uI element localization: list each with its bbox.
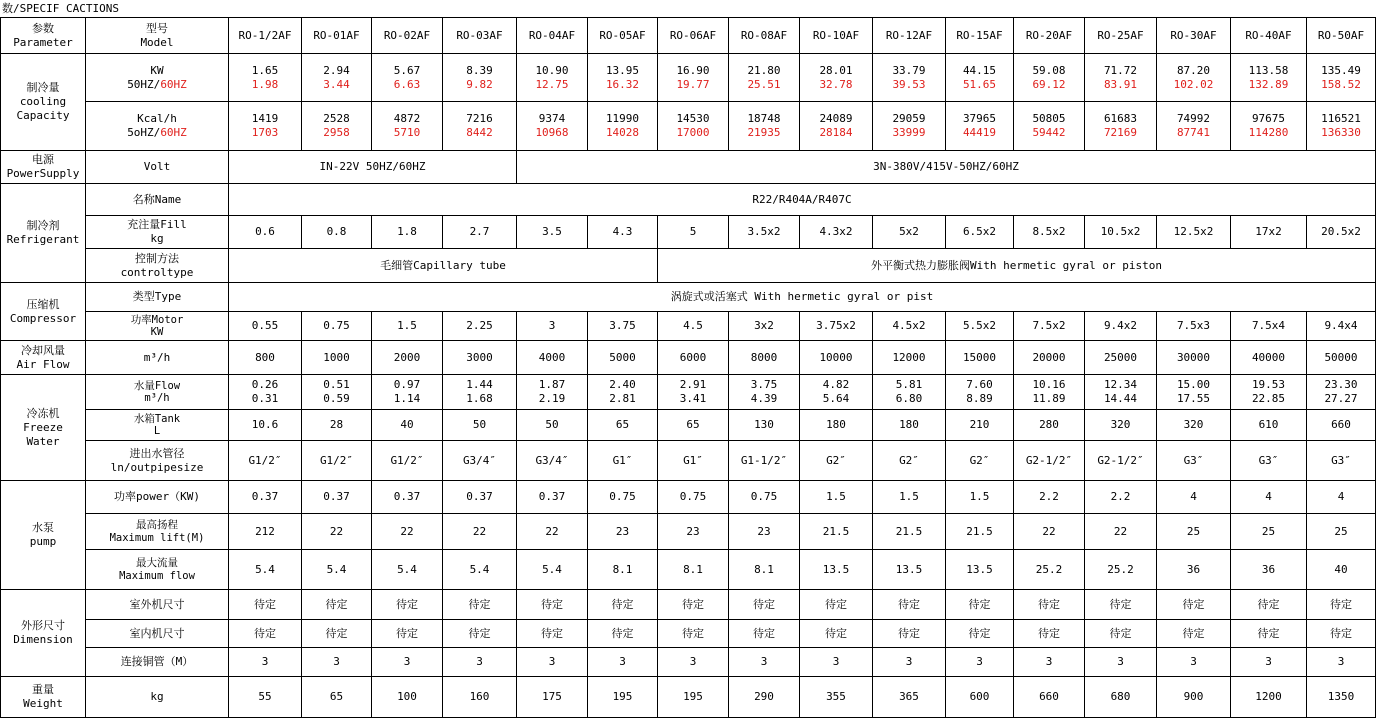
capacity-kw-cell: 16.90 19.77 xyxy=(658,54,729,102)
weight-cell: 1350 xyxy=(1307,677,1376,718)
pump-max-lift-label: 最高扬程 Maximum lift(M) xyxy=(86,514,229,550)
volt-label: Volt xyxy=(86,151,229,184)
water-tank-cell: 10.6 xyxy=(229,410,302,441)
compressor-motor-cell: 0.55 xyxy=(229,312,302,341)
refrigerant-name-label: 名称Name xyxy=(86,184,229,216)
refrigerant-fill-cell: 2.7 xyxy=(443,216,517,249)
pump-power-cell: 0.37 xyxy=(302,481,372,514)
air-flow-cell: 800 xyxy=(229,341,302,375)
header-model: 型号 Model xyxy=(86,18,229,54)
water-flow-cell: 10.16 11.89 xyxy=(1014,375,1085,410)
capacity-kw-cell: 13.95 16.32 xyxy=(588,54,658,102)
compressor-motor-cell: 3 xyxy=(517,312,588,341)
indoor-unit-size-cell: 待定 xyxy=(1085,620,1157,648)
pump-max-lift-cell: 21.5 xyxy=(800,514,873,550)
water-tank-label: 水箱Tank L xyxy=(86,410,229,441)
copper-pipe-cell: 3 xyxy=(372,648,443,677)
copper-pipe-cell: 3 xyxy=(729,648,800,677)
model-header-cell: RO-25AF xyxy=(1085,18,1157,54)
pump-max-flow-cell: 5.4 xyxy=(517,550,588,590)
model-header-cell: RO-06AF xyxy=(658,18,729,54)
pump-max-lift-cell: 25 xyxy=(1157,514,1231,550)
pump-max-flow-cell: 13.5 xyxy=(946,550,1014,590)
refrigerant-fill-cell: 5x2 xyxy=(873,216,946,249)
indoor-unit-size-cell: 待定 xyxy=(302,620,372,648)
air-flow-cell: 40000 xyxy=(1231,341,1307,375)
capacity-kcal-cell: 61683 72169 xyxy=(1085,102,1157,151)
model-header-cell: RO-50AF xyxy=(1307,18,1376,54)
model-header-cell: RO-1/2AF xyxy=(229,18,302,54)
water-flow-cell: 4.82 5.64 xyxy=(800,375,873,410)
pump-max-flow-cell: 8.1 xyxy=(588,550,658,590)
pipe-size-label: 进出水管径 ln/outpipesize xyxy=(86,441,229,481)
air-flow-cell: 25000 xyxy=(1085,341,1157,375)
capacity-kcal-cell: 24089 28184 xyxy=(800,102,873,151)
capacity-kcal-cell: 29059 33999 xyxy=(873,102,946,151)
pump-power-label: 功率power（KW) xyxy=(86,481,229,514)
volt-three-phase: 3N-380V/415V-50HZ/60HZ xyxy=(517,151,1376,184)
outdoor-unit-size-cell: 待定 xyxy=(1014,590,1085,620)
pipe-size-cell: G1/2″ xyxy=(229,441,302,481)
pump-max-lift-cell: 22 xyxy=(517,514,588,550)
water-tank-cell: 280 xyxy=(1014,410,1085,441)
pump-power-cell: 1.5 xyxy=(946,481,1014,514)
compressor-type-label: 类型Type xyxy=(86,283,229,312)
outdoor-unit-size-cell: 待定 xyxy=(1085,590,1157,620)
pipe-size-cell: G1-1/2″ xyxy=(729,441,800,481)
pump-max-lift-cell: 22 xyxy=(1014,514,1085,550)
copper-pipe-cell: 3 xyxy=(658,648,729,677)
outdoor-unit-size-cell: 待定 xyxy=(588,590,658,620)
water-tank-cell: 50 xyxy=(443,410,517,441)
outdoor-unit-size-cell: 待定 xyxy=(372,590,443,620)
pump-max-lift-cell: 25 xyxy=(1307,514,1376,550)
water-flow-cell: 0.97 1.14 xyxy=(372,375,443,410)
pump-max-lift-cell: 22 xyxy=(302,514,372,550)
weight-cell: 365 xyxy=(873,677,946,718)
refrigerant-fill-cell: 5 xyxy=(658,216,729,249)
refrigerant-fill-cell: 4.3 xyxy=(588,216,658,249)
weight-cell: 160 xyxy=(443,677,517,718)
outdoor-unit-size-cell: 待定 xyxy=(1307,590,1376,620)
water-tank-cell: 180 xyxy=(800,410,873,441)
pump-power-cell: 0.37 xyxy=(443,481,517,514)
air-flow-cell: 12000 xyxy=(873,341,946,375)
capacity-kcal-cell: 2528 2958 xyxy=(302,102,372,151)
pump-max-flow-cell: 5.4 xyxy=(229,550,302,590)
water-tank-cell: 320 xyxy=(1157,410,1231,441)
indoor-unit-size-cell: 待定 xyxy=(658,620,729,648)
pump-max-flow-cell: 8.1 xyxy=(658,550,729,590)
water-flow-cell: 2.40 2.81 xyxy=(588,375,658,410)
water-flow-cell: 3.75 4.39 xyxy=(729,375,800,410)
water-tank-cell: 50 xyxy=(517,410,588,441)
water-tank-cell: 660 xyxy=(1307,410,1376,441)
water-flow-cell: 0.26 0.31 xyxy=(229,375,302,410)
control-type-label: 控制方法 controltype xyxy=(86,249,229,283)
pump-power-cell: 0.75 xyxy=(588,481,658,514)
outdoor-unit-size-cell: 待定 xyxy=(443,590,517,620)
water-flow-cell: 1.44 1.68 xyxy=(443,375,517,410)
capacity-kw-cell: 87.20 102.02 xyxy=(1157,54,1231,102)
compressor-motor-cell: 4.5 xyxy=(658,312,729,341)
outdoor-unit-size-cell: 待定 xyxy=(302,590,372,620)
weight-cell: 600 xyxy=(946,677,1014,718)
water-tank-cell: 65 xyxy=(588,410,658,441)
capacity-kcal-cell: 18748 21935 xyxy=(729,102,800,151)
capacity-kcal-cell: 116521 136330 xyxy=(1307,102,1376,151)
model-header-cell: RO-20AF xyxy=(1014,18,1085,54)
capacity-kw-cell: 5.67 6.63 xyxy=(372,54,443,102)
air-flow-cell: 30000 xyxy=(1157,341,1231,375)
water-flow-cell: 23.30 27.27 xyxy=(1307,375,1376,410)
capacity-kw-cell: 135.49 158.52 xyxy=(1307,54,1376,102)
air-flow-cell: 15000 xyxy=(946,341,1014,375)
section-refrigerant: 制冷剂 Refrigerant xyxy=(0,184,86,283)
water-flow-cell: 2.91 3.41 xyxy=(658,375,729,410)
volt-single-phase: IN-22V 50HZ/60HZ xyxy=(229,151,517,184)
copper-pipe-label: 连接铜管（M） xyxy=(86,648,229,677)
pipe-size-cell: G2″ xyxy=(873,441,946,481)
pump-max-flow-cell: 25.2 xyxy=(1085,550,1157,590)
compressor-motor-cell: 9.4x4 xyxy=(1307,312,1376,341)
pump-power-cell: 0.75 xyxy=(658,481,729,514)
pump-max-lift-cell: 25 xyxy=(1231,514,1307,550)
weight-cell: 290 xyxy=(729,677,800,718)
compressor-motor-cell: 3.75x2 xyxy=(800,312,873,341)
air-flow-cell: 50000 xyxy=(1307,341,1376,375)
copper-pipe-cell: 3 xyxy=(302,648,372,677)
copper-pipe-cell: 3 xyxy=(1085,648,1157,677)
refrigerant-fill-cell: 1.8 xyxy=(372,216,443,249)
weight-cell: 195 xyxy=(588,677,658,718)
indoor-unit-size-cell: 待定 xyxy=(1157,620,1231,648)
pipe-size-cell: G2-1/2″ xyxy=(1014,441,1085,481)
compressor-motor-cell: 0.75 xyxy=(302,312,372,341)
copper-pipe-cell: 3 xyxy=(588,648,658,677)
indoor-unit-size-label: 室内机尺寸 xyxy=(86,620,229,648)
capacity-kw-label: KW 50HZ/60HZ xyxy=(86,54,229,102)
outdoor-unit-size-cell: 待定 xyxy=(1231,590,1307,620)
model-header-cell: RO-30AF xyxy=(1157,18,1231,54)
indoor-unit-size-cell: 待定 xyxy=(229,620,302,648)
indoor-unit-size-cell: 待定 xyxy=(873,620,946,648)
water-tank-cell: 65 xyxy=(658,410,729,441)
pipe-size-cell: G3/4″ xyxy=(517,441,588,481)
capacity-kw-cell: 28.01 32.78 xyxy=(800,54,873,102)
weight-cell: 1200 xyxy=(1231,677,1307,718)
pump-max-flow-cell: 8.1 xyxy=(729,550,800,590)
air-flow-cell: 3000 xyxy=(443,341,517,375)
pump-max-lift-cell: 22 xyxy=(1085,514,1157,550)
model-header-cell: RO-40AF xyxy=(1231,18,1307,54)
pump-max-flow-cell: 25.2 xyxy=(1014,550,1085,590)
capacity-kcal-cell: 50805 59442 xyxy=(1014,102,1085,151)
outdoor-unit-size-cell: 待定 xyxy=(800,590,873,620)
copper-pipe-cell: 3 xyxy=(946,648,1014,677)
section-freeze: 冷冻机 Freeze Water xyxy=(0,375,86,481)
pipe-size-cell: G3″ xyxy=(1307,441,1376,481)
air-flow-cell: 8000 xyxy=(729,341,800,375)
pump-power-cell: 4 xyxy=(1157,481,1231,514)
refrigerant-fill-cell: 20.5x2 xyxy=(1307,216,1376,249)
compressor-motor-cell: 1.5 xyxy=(372,312,443,341)
pump-max-lift-cell: 212 xyxy=(229,514,302,550)
pipe-size-cell: G3″ xyxy=(1231,441,1307,481)
copper-pipe-cell: 3 xyxy=(1307,648,1376,677)
capacity-kcal-label: Kcal/h 5oHZ/60HZ xyxy=(86,102,229,151)
model-header-cell: RO-10AF xyxy=(800,18,873,54)
section-power: 电源 PowerSupply xyxy=(0,151,86,184)
indoor-unit-size-cell: 待定 xyxy=(588,620,658,648)
refrigerant-fill-cell: 17x2 xyxy=(1231,216,1307,249)
pipe-size-cell: G2″ xyxy=(800,441,873,481)
water-flow-label: 水量Flow m³/h xyxy=(86,375,229,410)
pump-power-cell: 2.2 xyxy=(1014,481,1085,514)
compressor-type-value: 涡旋式或活塞式 With hermetic gyral or pist xyxy=(229,283,1376,312)
water-flow-cell: 7.60 8.89 xyxy=(946,375,1014,410)
pump-power-cell: 4 xyxy=(1307,481,1376,514)
pump-power-cell: 1.5 xyxy=(800,481,873,514)
compressor-motor-cell: 7.5x4 xyxy=(1231,312,1307,341)
refrigerant-fill-cell: 12.5x2 xyxy=(1157,216,1231,249)
outdoor-unit-size-cell: 待定 xyxy=(946,590,1014,620)
section-weight: 重量 Weight xyxy=(0,677,86,718)
water-flow-cell: 5.81 6.80 xyxy=(873,375,946,410)
air-flow-cell: 10000 xyxy=(800,341,873,375)
water-flow-cell: 1.87 2.19 xyxy=(517,375,588,410)
model-header-cell: RO-12AF xyxy=(873,18,946,54)
pump-max-lift-cell: 22 xyxy=(443,514,517,550)
refrigerant-fill-cell: 8.5x2 xyxy=(1014,216,1085,249)
pump-max-flow-cell: 13.5 xyxy=(800,550,873,590)
capacity-kw-cell: 10.90 12.75 xyxy=(517,54,588,102)
model-header-cell: RO-08AF xyxy=(729,18,800,54)
capacity-kcal-cell: 9374 10968 xyxy=(517,102,588,151)
refrigerant-fill-cell: 0.6 xyxy=(229,216,302,249)
pump-max-lift-cell: 22 xyxy=(372,514,443,550)
model-header-cell: RO-15AF xyxy=(946,18,1014,54)
pump-max-lift-cell: 23 xyxy=(588,514,658,550)
section-pump: 水泵 pump xyxy=(0,481,86,590)
air-flow-cell: 20000 xyxy=(1014,341,1085,375)
capacity-kcal-cell: 4872 5710 xyxy=(372,102,443,151)
pipe-size-cell: G2″ xyxy=(946,441,1014,481)
pipe-size-cell: G2-1/2″ xyxy=(1085,441,1157,481)
water-tank-cell: 40 xyxy=(372,410,443,441)
air-flow-cell: 2000 xyxy=(372,341,443,375)
outdoor-unit-size-cell: 待定 xyxy=(873,590,946,620)
capacity-kw-cell: 59.08 69.12 xyxy=(1014,54,1085,102)
indoor-unit-size-cell: 待定 xyxy=(729,620,800,648)
water-tank-cell: 130 xyxy=(729,410,800,441)
control-capillary: 毛细管Capillary tube xyxy=(229,249,658,283)
compressor-motor-cell: 3x2 xyxy=(729,312,800,341)
refrigerant-fill-cell: 3.5x2 xyxy=(729,216,800,249)
capacity-kcal-cell: 74992 87741 xyxy=(1157,102,1231,151)
copper-pipe-cell: 3 xyxy=(1231,648,1307,677)
weight-cell: 355 xyxy=(800,677,873,718)
pump-max-flow-cell: 36 xyxy=(1231,550,1307,590)
compressor-motor-cell: 4.5x2 xyxy=(873,312,946,341)
outdoor-unit-size-label: 室外机尺寸 xyxy=(86,590,229,620)
indoor-unit-size-cell: 待定 xyxy=(946,620,1014,648)
sheet-title: 数/SPECIF CACTIONS xyxy=(2,2,119,15)
section-dimension: 外形尺寸 Dimension xyxy=(0,590,86,677)
weight-cell: 100 xyxy=(372,677,443,718)
outdoor-unit-size-cell: 待定 xyxy=(517,590,588,620)
section-airflow: 冷却风量 Air Flow xyxy=(0,341,86,375)
pump-max-lift-cell: 23 xyxy=(729,514,800,550)
pump-max-lift-cell: 21.5 xyxy=(873,514,946,550)
compressor-motor-cell: 7.5x3 xyxy=(1157,312,1231,341)
pump-max-flow-cell: 5.4 xyxy=(443,550,517,590)
pump-power-cell: 1.5 xyxy=(873,481,946,514)
indoor-unit-size-cell: 待定 xyxy=(800,620,873,648)
copper-pipe-cell: 3 xyxy=(443,648,517,677)
compressor-motor-cell: 9.4x2 xyxy=(1085,312,1157,341)
pump-power-cell: 4 xyxy=(1231,481,1307,514)
capacity-kw-cell: 44.15 51.65 xyxy=(946,54,1014,102)
model-header-cell: RO-04AF xyxy=(517,18,588,54)
copper-pipe-cell: 3 xyxy=(873,648,946,677)
copper-pipe-cell: 3 xyxy=(229,648,302,677)
water-flow-cell: 15.00 17.55 xyxy=(1157,375,1231,410)
air-flow-cell: 5000 xyxy=(588,341,658,375)
refrigerant-fill-label: 充注量Fill kg xyxy=(86,216,229,249)
weight-label: kg xyxy=(86,677,229,718)
pump-power-cell: 0.37 xyxy=(517,481,588,514)
header-parameter: 参数 Parameter xyxy=(0,18,86,54)
air-flow-label: m³/h xyxy=(86,341,229,375)
capacity-kcal-cell: 97675 114280 xyxy=(1231,102,1307,151)
water-tank-cell: 210 xyxy=(946,410,1014,441)
pump-max-flow-cell: 5.4 xyxy=(372,550,443,590)
refrigerant-fill-cell: 6.5x2 xyxy=(946,216,1014,249)
control-expansion-valve: 外平衡式热力膨胀阀With hermetic gyral or piston xyxy=(658,249,1376,283)
compressor-motor-cell: 2.25 xyxy=(443,312,517,341)
capacity-kw-cell: 113.58 132.89 xyxy=(1231,54,1307,102)
indoor-unit-size-cell: 待定 xyxy=(372,620,443,648)
pump-power-cell: 0.37 xyxy=(372,481,443,514)
refrigerant-fill-cell: 4.3x2 xyxy=(800,216,873,249)
capacity-kcal-cell: 37965 44419 xyxy=(946,102,1014,151)
pump-power-cell: 2.2 xyxy=(1085,481,1157,514)
water-flow-cell: 19.53 22.85 xyxy=(1231,375,1307,410)
indoor-unit-size-cell: 待定 xyxy=(517,620,588,648)
refrigerant-fill-cell: 3.5 xyxy=(517,216,588,249)
refrigerant-fill-cell: 0.8 xyxy=(302,216,372,249)
water-tank-cell: 320 xyxy=(1085,410,1157,441)
pump-max-lift-cell: 23 xyxy=(658,514,729,550)
pipe-size-cell: G1/2″ xyxy=(372,441,443,481)
pump-power-cell: 0.75 xyxy=(729,481,800,514)
weight-cell: 680 xyxy=(1085,677,1157,718)
outdoor-unit-size-cell: 待定 xyxy=(1157,590,1231,620)
compressor-motor-cell: 7.5x2 xyxy=(1014,312,1085,341)
indoor-unit-size-cell: 待定 xyxy=(1231,620,1307,648)
model-header-cell: RO-03AF xyxy=(443,18,517,54)
water-tank-cell: 180 xyxy=(873,410,946,441)
model-header-cell: RO-05AF xyxy=(588,18,658,54)
capacity-kcal-cell: 11990 14028 xyxy=(588,102,658,151)
weight-cell: 195 xyxy=(658,677,729,718)
capacity-kw-cell: 21.80 25.51 xyxy=(729,54,800,102)
pipe-size-cell: G3″ xyxy=(1157,441,1231,481)
outdoor-unit-size-cell: 待定 xyxy=(229,590,302,620)
capacity-kw-cell: 8.39 9.82 xyxy=(443,54,517,102)
capacity-kw-cell: 33.79 39.53 xyxy=(873,54,946,102)
water-tank-cell: 28 xyxy=(302,410,372,441)
weight-cell: 65 xyxy=(302,677,372,718)
weight-cell: 900 xyxy=(1157,677,1231,718)
pipe-size-cell: G1″ xyxy=(658,441,729,481)
pump-max-flow-cell: 40 xyxy=(1307,550,1376,590)
outdoor-unit-size-cell: 待定 xyxy=(729,590,800,620)
pump-max-lift-cell: 21.5 xyxy=(946,514,1014,550)
indoor-unit-size-cell: 待定 xyxy=(443,620,517,648)
pump-max-flow-cell: 36 xyxy=(1157,550,1231,590)
air-flow-cell: 6000 xyxy=(658,341,729,375)
copper-pipe-cell: 3 xyxy=(1014,648,1085,677)
capacity-kcal-cell: 1419 1703 xyxy=(229,102,302,151)
refrigerant-name-value: R22/R404A/R407C xyxy=(229,184,1376,216)
weight-cell: 175 xyxy=(517,677,588,718)
capacity-kw-cell: 2.94 3.44 xyxy=(302,54,372,102)
pump-power-cell: 0.37 xyxy=(229,481,302,514)
compressor-motor-cell: 5.5x2 xyxy=(946,312,1014,341)
indoor-unit-size-cell: 待定 xyxy=(1014,620,1085,648)
section-cooling: 制冷量 cooling Capacity xyxy=(0,54,86,151)
outdoor-unit-size-cell: 待定 xyxy=(658,590,729,620)
water-flow-cell: 0.51 0.59 xyxy=(302,375,372,410)
copper-pipe-cell: 3 xyxy=(517,648,588,677)
weight-cell: 55 xyxy=(229,677,302,718)
capacity-kcal-cell: 14530 17000 xyxy=(658,102,729,151)
capacity-kw-cell: 1.65 1.98 xyxy=(229,54,302,102)
model-header-cell: RO-02AF xyxy=(372,18,443,54)
pipe-size-cell: G3/4″ xyxy=(443,441,517,481)
air-flow-cell: 1000 xyxy=(302,341,372,375)
weight-cell: 660 xyxy=(1014,677,1085,718)
pump-max-flow-label: 最大流量 Maximum flow xyxy=(86,550,229,590)
compressor-motor-cell: 3.75 xyxy=(588,312,658,341)
refrigerant-fill-cell: 10.5x2 xyxy=(1085,216,1157,249)
copper-pipe-cell: 3 xyxy=(1157,648,1231,677)
pipe-size-cell: G1/2″ xyxy=(302,441,372,481)
pipe-size-cell: G1″ xyxy=(588,441,658,481)
pump-max-flow-cell: 13.5 xyxy=(873,550,946,590)
copper-pipe-cell: 3 xyxy=(800,648,873,677)
air-flow-cell: 4000 xyxy=(517,341,588,375)
capacity-kcal-cell: 7216 8442 xyxy=(443,102,517,151)
indoor-unit-size-cell: 待定 xyxy=(1307,620,1376,648)
model-header-cell: RO-01AF xyxy=(302,18,372,54)
capacity-kw-cell: 71.72 83.91 xyxy=(1085,54,1157,102)
compressor-motor-label: 功率Motor KW xyxy=(86,312,229,341)
pump-max-flow-cell: 5.4 xyxy=(302,550,372,590)
section-compressor: 压缩机 Compressor xyxy=(0,283,86,341)
water-tank-cell: 610 xyxy=(1231,410,1307,441)
water-flow-cell: 12.34 14.44 xyxy=(1085,375,1157,410)
